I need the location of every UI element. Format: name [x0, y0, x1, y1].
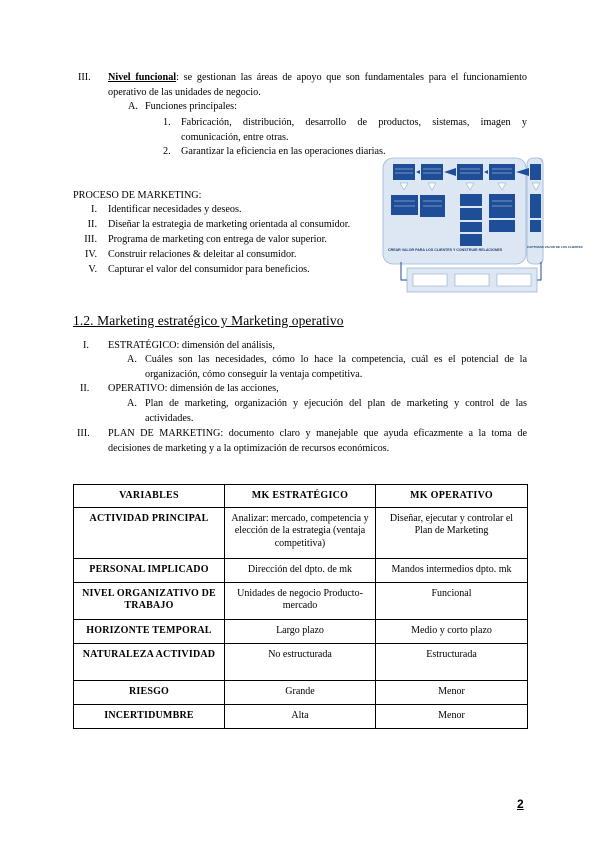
table-cell: Menor: [376, 704, 528, 728]
page-number: 2: [517, 797, 524, 811]
table-header-row: [74, 485, 528, 508]
process-item-3-number: III.: [84, 234, 97, 245]
section-heading: 1.2. Marketing estratégico y Marketing operativo: [73, 313, 344, 328]
section3-sub-label: Funciones principales:: [145, 101, 237, 112]
marketing-process-diagram: [383, 158, 583, 296]
process-item-2-number: II.: [87, 219, 97, 230]
diagram-label-left: CREAR VALOR PARA LOS CLIENTES Y CONSTRUIR RELACIONES: [388, 248, 503, 252]
process-item-4-text: Construir relaciones & deleitar al consumidor.: [108, 249, 297, 260]
table-cell: Estructurada: [376, 643, 528, 680]
table-header-cell: VARIABLES: [74, 485, 225, 508]
section3-text: : se gestionan las áreas de apoyo que son fundamentales para el funcionamiento operativo de las unidades de negocio.: [108, 72, 527, 98]
strategic-item-3-text: PLAN DE MARKETING: documento claro y manejable que ayuda eficazmente a la toma de decisiones de marketing y a la optimización de recursos económicos.: [108, 428, 527, 454]
table-cell: Medio y corto plazo: [376, 619, 528, 643]
table-cell: Funcional: [376, 582, 528, 619]
function-item-1-text: Fabricación, distribución, desarrollo de productos, sistemas, imagen y comunicación, entre otras.: [181, 117, 527, 143]
table-cell: No estructurada: [225, 643, 376, 680]
table-row: [74, 619, 528, 643]
table-row-label: ACTIVIDAD PRINCIPAL: [74, 507, 225, 558]
table-cell: Alta: [225, 704, 376, 728]
table-row-label: NIVEL ORGANIZATIVO DE TRABAJO: [74, 582, 225, 619]
process-item-2-text: Diseñar la estrategia de marketing orientada al consumidor.: [108, 219, 351, 230]
process-item-4-number: IV.: [85, 249, 97, 260]
table-cell: Dirección del dpto. de mk: [225, 558, 376, 582]
comparison-table: [73, 484, 528, 729]
process-item-5-number: V.: [88, 264, 97, 275]
table-cell: Unidades de negocio Producto-mercado: [225, 582, 376, 619]
table-row-label: RIESGO: [74, 680, 225, 704]
table-row-label: HORIZONTE TEMPORAL: [74, 619, 225, 643]
section3-term: Nivel funcional: [108, 72, 177, 83]
strategic-item-1-number: I.: [83, 340, 89, 351]
table-cell: Menor: [376, 680, 528, 704]
table-cell: Largo plazo: [225, 619, 376, 643]
table-row: [74, 680, 528, 704]
process-item-1-text: Identificar necesidades y deseos.: [108, 204, 242, 215]
section3-number: III.: [78, 72, 91, 83]
process-item-3-text: Programa de marketing con entrega de valor superior.: [108, 234, 327, 245]
strategic-item-2-sub-text: Plan de marketing, organización y ejecución del plan de marketing y control de las actividades.: [145, 398, 527, 424]
table-row: [74, 507, 528, 558]
table-header-cell: MK ESTRATÉGICO: [225, 485, 376, 508]
marketing-process-diagram-graphic: [383, 158, 583, 296]
table-row: [74, 704, 528, 728]
table-row: [74, 558, 528, 582]
table-row: [74, 582, 528, 619]
table-header-cell: MK OPERATIVO: [376, 485, 528, 508]
process-title: PROCESO DE MARKETING:: [73, 190, 202, 201]
function-item-2-number: 2.: [163, 146, 171, 157]
table-cell: Diseñar, ejecutar y controlar el Plan de Marketing: [376, 507, 528, 558]
strategic-item-1-text: ESTRATÉGICO: dimensión del análisis,: [108, 340, 275, 351]
strategic-item-2-sub-letter: A.: [127, 398, 137, 409]
table-row-label: INCERTIDUMBRE: [74, 704, 225, 728]
table-cell: Analizar: mercado, competencia y elección de la estrategia (ventaja competitiva): [225, 507, 376, 558]
table-cell: Mandos intermedios dpto. mk: [376, 558, 528, 582]
strategic-item-1-sub-text: Cuáles son las necesidades, cómo lo hace la competencia, cuál es el potencial de la organización, cómo conseguir la ventaja competitiva.: [145, 354, 527, 380]
table-row: [74, 643, 528, 680]
table-row-label: PERSONAL IMPLICADO: [74, 558, 225, 582]
strategic-item-2-number: II.: [80, 383, 90, 394]
strategic-item-2-text: OPERATIVO: dimensión de las acciones,: [108, 383, 279, 394]
section3-sub-letter: A.: [128, 101, 138, 112]
diagram-label-right: CAPTURAR VALOR DE LOS CLIENTES: [527, 245, 583, 249]
process-item-5-text: Capturar el valor del consumidor para beneficios.: [108, 264, 310, 275]
function-item-2-text: Garantizar la eficiencia en las operaciones diarias.: [181, 146, 386, 157]
strategic-item-1-sub-letter: A.: [127, 354, 137, 365]
table-row-label: NATURALEZA ACTIVIDAD: [74, 643, 225, 680]
section3-paragraph: [108, 71, 527, 100]
table-cell: Grande: [225, 680, 376, 704]
function-item-1-number: 1.: [163, 117, 171, 128]
strategic-item-3-number: III.: [77, 428, 90, 439]
process-item-1-number: I.: [91, 204, 97, 215]
